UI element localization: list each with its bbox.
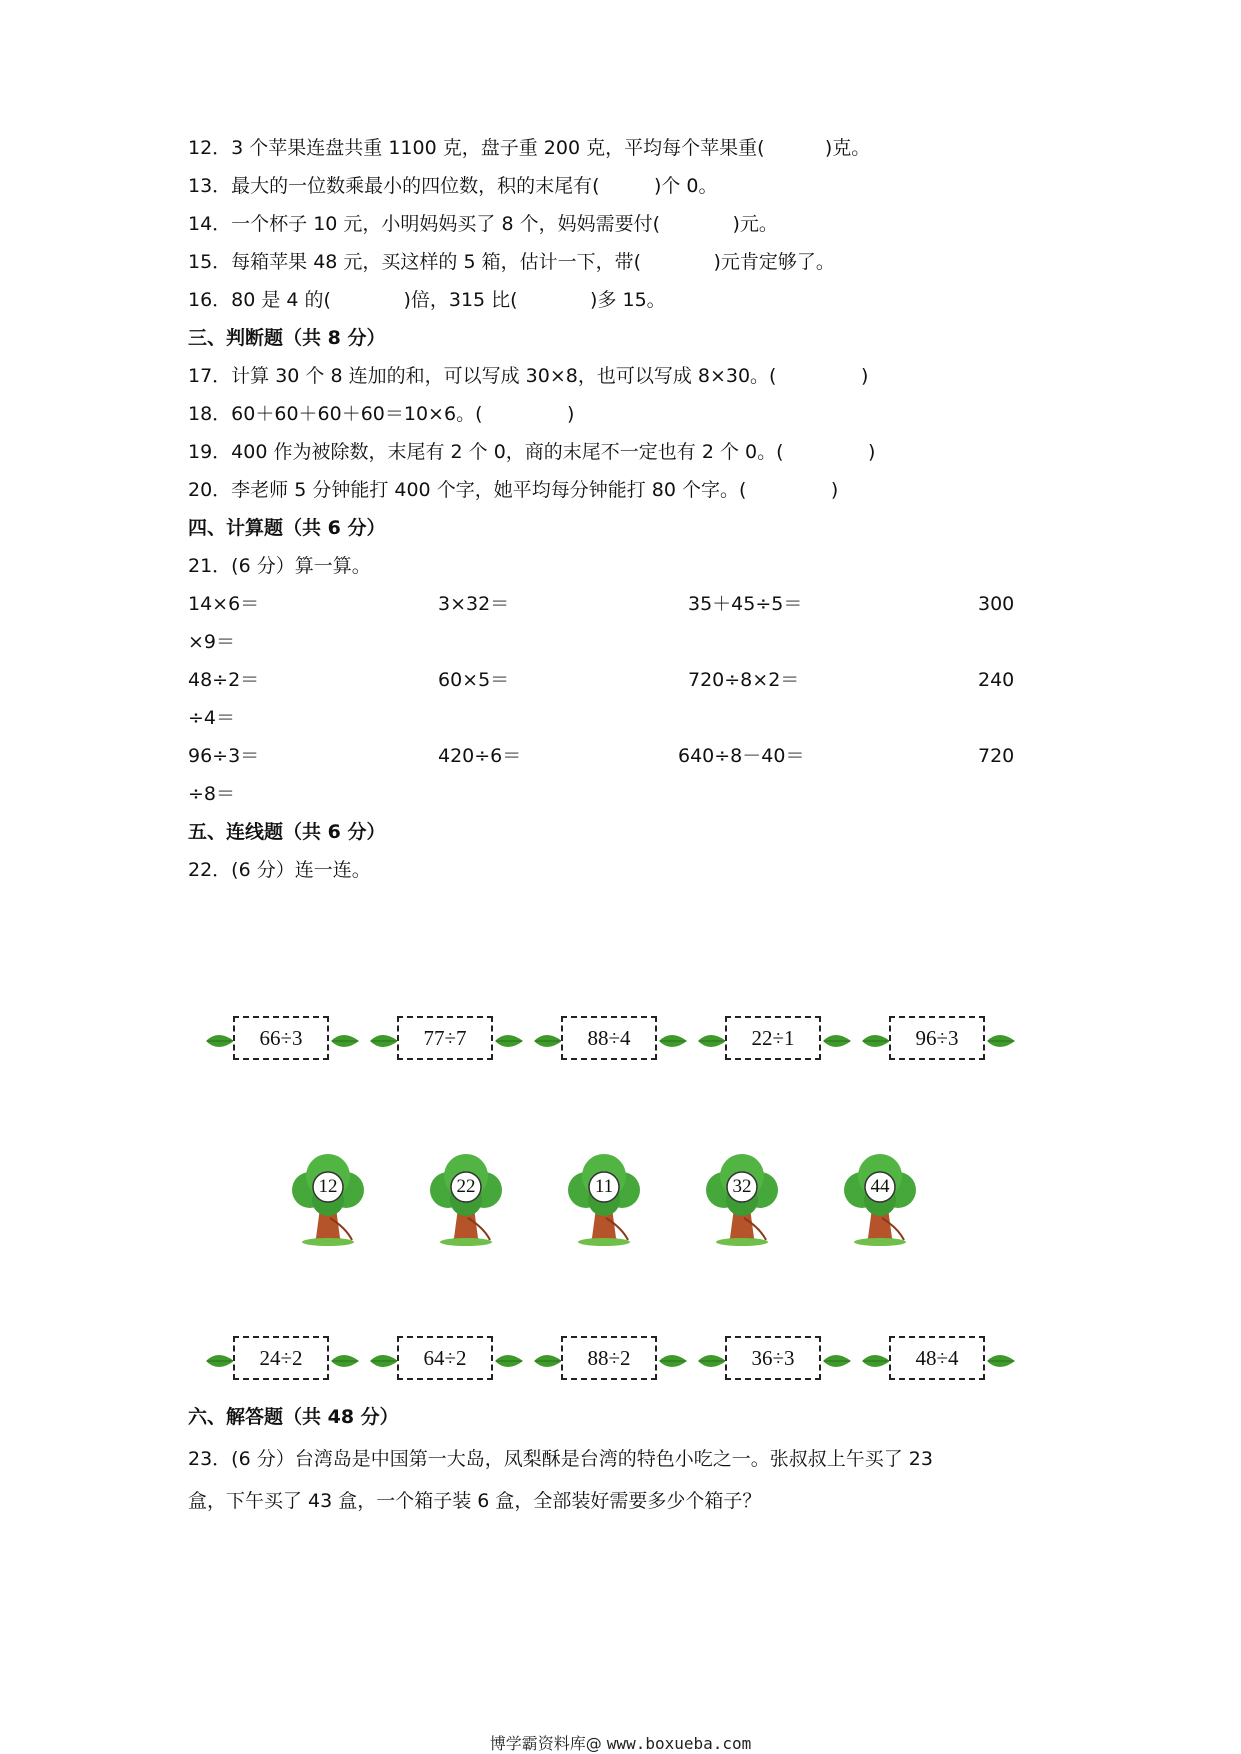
top-box-2[interactable]: 77÷7 (397, 1016, 493, 1060)
leaf-icon (494, 1352, 524, 1370)
leaf-icon (369, 1352, 399, 1370)
calc-item-wrap: ×9＝ (188, 631, 236, 653)
calc-item: 720 (978, 745, 1015, 767)
question-23-line-2: 盒，下午买了 43 盒，一个箱子装 6 盒，全部装好需要多少个箱子？ (188, 1490, 762, 1512)
question-13: 13．最大的一位数乘最小的四位数，积的末尾有( )个 0。 (188, 175, 718, 197)
leaf-icon (533, 1352, 563, 1370)
calc-item: 240 (978, 669, 1015, 691)
leaf-icon (986, 1032, 1016, 1050)
leaf-icon (369, 1032, 399, 1050)
leaf-icon (533, 1032, 563, 1050)
tree-5[interactable] (838, 1148, 922, 1248)
leaf-icon (205, 1352, 235, 1370)
question-23-line-1: 23．(6 分）台湾岛是中国第一大岛，凤梨酥是台湾的特色小吃之一。张叔叔上午买了 23 (188, 1448, 933, 1470)
calc-item: 60×5＝ (438, 669, 510, 691)
tree-3[interactable] (562, 1148, 646, 1248)
question-22-intro: 22．(6 分）连一连。 (188, 859, 371, 881)
calc-item: 640÷8－40＝ (678, 745, 805, 767)
bottom-box-2[interactable]: 64÷2 (397, 1336, 493, 1380)
tree-3-label: 11 (594, 1176, 614, 1197)
leaf-icon (986, 1352, 1016, 1370)
bottom-box-4[interactable]: 36÷3 (725, 1336, 821, 1380)
question-12: 12．3 个苹果连盘共重 1100 克，盘子重 200 克，平均每个苹果重( )克。 (188, 137, 871, 159)
calc-item: 14×6＝ (188, 593, 260, 615)
tree-4[interactable] (700, 1148, 784, 1248)
tree-1-label: 12 (318, 1176, 338, 1197)
leaf-icon (861, 1032, 891, 1050)
tree-5-label: 44 (870, 1176, 890, 1197)
calc-item: 300 (978, 593, 1015, 615)
question-17: 17．计算 30 个 8 连加的和，可以写成 30×8，也可以写成 8×30。( ) (188, 365, 869, 387)
calc-item: 35＋45÷5＝ (688, 593, 803, 615)
calc-item-wrap: ÷8＝ (188, 783, 236, 805)
footer-site-url[interactable]: www.boxueba.com (606, 1734, 752, 1753)
section-3-heading: 三、判断题（共 8 分） (188, 327, 386, 349)
leaf-icon (494, 1032, 524, 1050)
question-21-intro: 21．(6 分）算一算。 (188, 555, 371, 577)
calc-item: 420÷6＝ (438, 745, 522, 767)
question-19: 19．400 作为被除数，末尾有 2 个 0，商的末尾不一定也有 2 个 0。( ) (188, 441, 876, 463)
tree-2[interactable] (424, 1148, 508, 1248)
tree-2-label: 22 (456, 1176, 476, 1197)
calc-item: 48÷2＝ (188, 669, 260, 691)
bottom-box-3[interactable]: 88÷2 (561, 1336, 657, 1380)
leaf-icon (330, 1352, 360, 1370)
bottom-box-1[interactable]: 24÷2 (233, 1336, 329, 1380)
question-20: 20．李老师 5 分钟能打 400 个字，她平均每分钟能打 80 个字。( ) (188, 479, 839, 501)
leaf-icon (205, 1032, 235, 1050)
calc-item: 3×32＝ (438, 593, 510, 615)
leaf-icon (822, 1352, 852, 1370)
question-18: 18．60＋60＋60＋60＝10×6。( ) (188, 403, 575, 425)
top-box-5[interactable]: 96÷3 (889, 1016, 985, 1060)
footer-watermark (0, 1734, 1241, 1754)
question-15: 15．每箱苹果 48 元，买这样的 5 箱，估计一下，带( )元肯定够了。 (188, 251, 835, 273)
question-14: 14．一个杯子 10 元，小明妈妈买了 8 个，妈妈需要付( )元。 (188, 213, 778, 235)
top-box-1[interactable]: 66÷3 (233, 1016, 329, 1060)
leaf-icon (697, 1352, 727, 1370)
leaf-icon (697, 1032, 727, 1050)
question-16: 16．80 是 4 的( )倍，315 比( )多 15。 (188, 289, 666, 311)
calc-item-wrap: ÷4＝ (188, 707, 236, 729)
leaf-icon (330, 1032, 360, 1050)
leaf-icon (822, 1032, 852, 1050)
tree-1[interactable] (286, 1148, 370, 1248)
bottom-box-5[interactable]: 48÷4 (889, 1336, 985, 1380)
top-box-3[interactable]: 88÷4 (561, 1016, 657, 1060)
leaf-icon (658, 1032, 688, 1050)
footer-site-name: 博学霸资料库@ (489, 1734, 607, 1753)
section-6-heading: 六、解答题（共 48 分） (188, 1406, 399, 1428)
leaf-icon (658, 1352, 688, 1370)
tree-4-label: 32 (732, 1176, 752, 1197)
section-5-heading: 五、连线题（共 6 分） (188, 821, 386, 843)
top-box-4[interactable]: 22÷1 (725, 1016, 821, 1060)
section-4-heading: 四、计算题（共 6 分） (188, 517, 386, 539)
calc-item: 720÷8×2＝ (688, 669, 800, 691)
calc-item: 96÷3＝ (188, 745, 260, 767)
leaf-icon (861, 1352, 891, 1370)
